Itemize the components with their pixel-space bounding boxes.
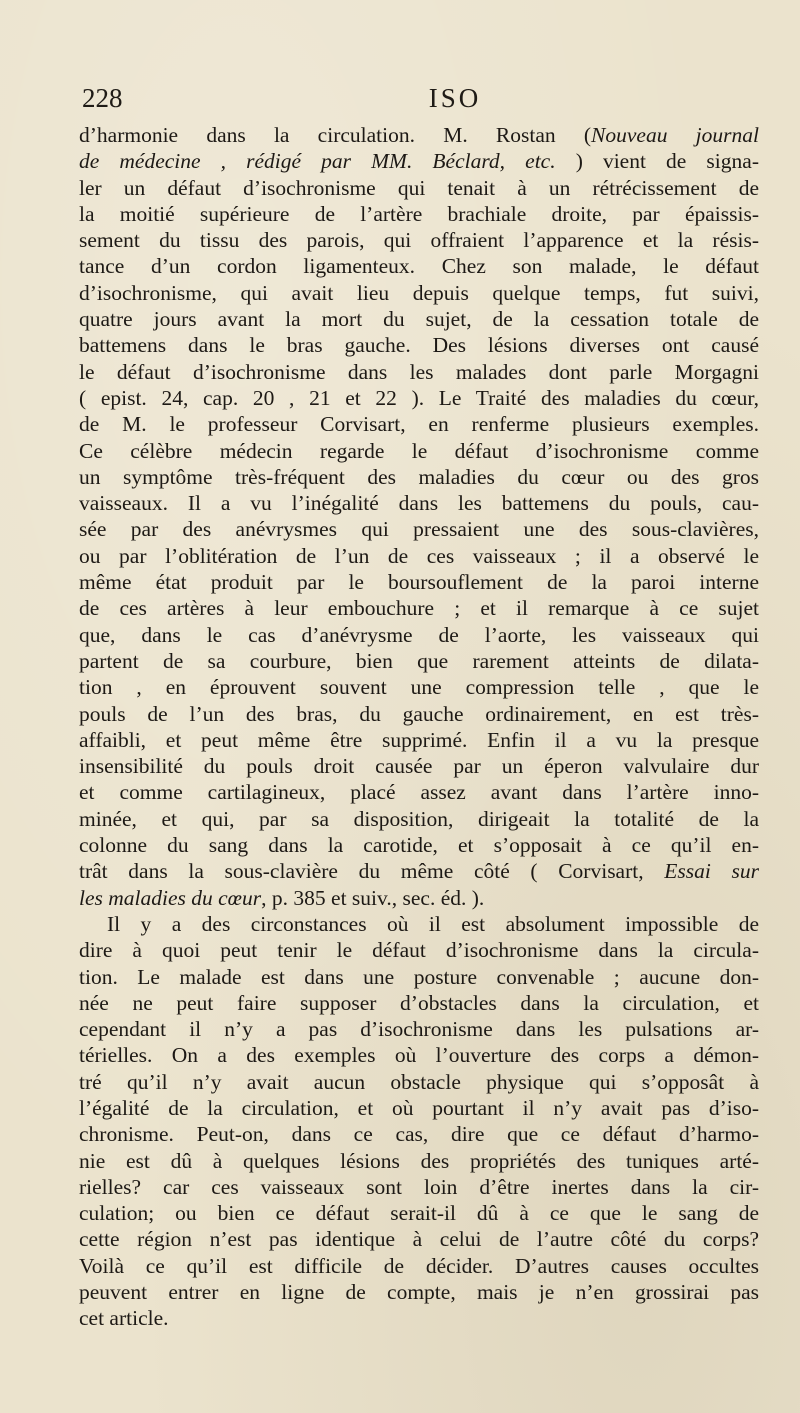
text-line <box>79 885 759 911</box>
text-line <box>79 543 759 569</box>
text-line <box>79 937 759 963</box>
text-run: nie est dû à quelques lésions des propriétés des tuniques arté- <box>79 1148 759 1173</box>
text-run: sement du tissu des parois, qui offraient l’apparence et la résis- <box>79 228 759 253</box>
text-line <box>79 464 759 490</box>
text-line <box>79 306 759 332</box>
text-run: la moitié supérieure de l’artère brachiale droite, par épaissis- <box>79 201 759 226</box>
text-run: même état produit par le boursouflement de la paroi interne <box>79 570 759 595</box>
text-line <box>79 832 759 858</box>
text-run: Ce célèbre médecin regarde le défaut d’isochronisme comme <box>79 438 759 463</box>
text-run: un symptôme très-fréquent des maladies du cœur ou des gros <box>79 464 759 489</box>
text-line <box>79 858 759 884</box>
text-line <box>79 701 759 727</box>
running-head <box>82 82 758 118</box>
text-run: que, dans le cas d’anévrysme de l’aorte, les vaisseaux qui <box>79 622 759 647</box>
text-run: ou par l’oblitération de l’un de ces vaisseaux ; il a observé le <box>79 543 759 568</box>
text-line <box>79 674 759 700</box>
text-run: née ne peut faire supposer d’obstacles dans la circulation, et <box>79 990 759 1015</box>
text-line <box>79 806 759 832</box>
paragraph <box>79 911 759 1332</box>
page-number: 228 <box>82 83 123 113</box>
text-line <box>79 1121 759 1147</box>
text-run: ) vient de signa- <box>555 149 759 174</box>
text-line <box>79 1279 759 1305</box>
text-line <box>79 175 759 201</box>
text-run: , p. 385 et suiv., sec. éd. ). <box>261 885 485 910</box>
italic-text: Nouveau journal <box>591 123 759 147</box>
text-line <box>79 964 759 990</box>
text-line <box>79 227 759 253</box>
text-line <box>79 1305 759 1331</box>
paragraph <box>79 122 759 911</box>
text-line <box>79 1148 759 1174</box>
text-line <box>79 1042 759 1068</box>
text-run: partent de sa courbure, bien que rarement atteints de dilata- <box>79 648 759 673</box>
text-line <box>79 1174 759 1200</box>
text-line <box>79 727 759 753</box>
text-run: Voilà ce qu’il est difficile de décider. D’autres causes occultes <box>79 1253 759 1278</box>
text-run: peuvent entrer en ligne de compte, mais je n’en grossirai pas <box>79 1280 759 1305</box>
running-title: ISO <box>428 83 482 113</box>
text-line <box>79 438 759 464</box>
text-line <box>79 569 759 595</box>
text-line <box>79 490 759 516</box>
text-line <box>79 622 759 648</box>
text-run: dire à quoi peut tenir le défaut d’isochronisme dans la circula- <box>79 938 759 963</box>
text-line <box>79 201 759 227</box>
text-run: battemens dans le bras gauche. Des lésions diverses ont causé <box>79 333 759 358</box>
text-run: sée par des anévrysmes qui pressaient une des sous-clavières, <box>79 517 759 542</box>
text-line <box>79 1095 759 1121</box>
italic-text: les maladies du cœur <box>79 885 262 910</box>
text-run: vaisseaux. Il a vu l’inégalité dans les battemens du pouls, cau- <box>79 491 759 516</box>
text-run: le défaut d’isochronisme dans les malades dont parle Morgagni <box>79 359 759 384</box>
text-run: quatre jours avant la mort du sujet, de la cessation totale de <box>79 307 759 332</box>
text-line <box>79 385 759 411</box>
text-run: colonne du sang dans la carotide, et s’opposait à ce qu’il en- <box>79 833 759 858</box>
text-run: tion. Le malade est dans une posture convenable ; aucune don- <box>79 964 759 989</box>
text-line <box>79 1253 759 1279</box>
text-run: chronisme. Peut-on, dans ce cas, dire que ce défaut d’harmo- <box>79 1122 759 1147</box>
text-run: affaibli, et peut même être supprimé. Enfin il a vu la presque <box>79 727 759 752</box>
text-run: de ces artères à leur embouchure ; et il remarque à ce sujet <box>79 596 759 621</box>
text-line <box>79 359 759 385</box>
text-run: ( epist. 24, cap. 20 , 21 et 22 ). Le Traité des maladies du cœur, <box>79 385 759 410</box>
text-line <box>79 122 759 148</box>
body-text <box>79 122 759 1332</box>
text-line <box>79 516 759 542</box>
text-run: culation; ou bien ce défaut serait-il dû à ce que le sang de <box>79 1201 759 1226</box>
text-run: insensibilité du pouls droit causée par un éperon valvulaire dur <box>79 754 759 779</box>
text-run: rielles? car ces vaisseaux sont loin d’être inertes dans la cir- <box>79 1174 759 1199</box>
text-run: cet article. <box>79 1306 169 1331</box>
text-run: Il y a des circonstances où il est absolument impossible de <box>107 911 759 936</box>
text-line <box>79 148 759 174</box>
text-run: pouls de l’un des bras, du gauche ordinairement, en est très- <box>79 701 759 726</box>
text-line <box>79 1200 759 1226</box>
text-run: tré qu’il n’y avait aucun obstacle physique qui s’opposât à <box>79 1069 759 1094</box>
text-line <box>79 280 759 306</box>
text-line <box>79 595 759 621</box>
text-run: d’isochronisme, qui avait lieu depuis quelque temps, fut suivi, <box>79 280 759 305</box>
text-line <box>79 1016 759 1042</box>
text-run: minée, et qui, par sa disposition, dirigeait la totalité de la <box>79 806 759 831</box>
text-line <box>79 911 759 937</box>
text-run: tion , en éprouvent souvent une compression telle , que le <box>79 675 759 700</box>
text-run: tance d’un cordon ligamenteux. Chez son malade, le défaut <box>79 254 759 279</box>
text-run: térielles. On a des exemples où l’ouverture des corps a démon- <box>79 1043 759 1068</box>
text-line <box>79 990 759 1016</box>
italic-text: Essai sur <box>664 859 760 884</box>
text-line <box>79 648 759 674</box>
text-run: cette région n’est pas identique à celui de l’autre côté du corps? <box>79 1227 759 1252</box>
text-line <box>79 779 759 805</box>
text-line <box>79 753 759 779</box>
text-run: ler un défaut d’isochronisme qui tenait à un rétrécissement de <box>79 175 759 200</box>
text-run: cependant il n’y a pas d’isochronisme dans les pulsations ar- <box>79 1017 759 1042</box>
text-run: de M. le professeur Corvisart, en renferme plusieurs exemples. <box>79 412 759 437</box>
text-line <box>79 411 759 437</box>
text-run: trât dans la sous-clavière du même côté ( Corvisart, <box>79 859 665 884</box>
italic-text: de médecine , rédigé par MM. Béclard, etc. <box>79 149 556 174</box>
text-line <box>79 1069 759 1095</box>
text-run: d’harmonie dans la circulation. M. Rostan ( <box>79 123 592 147</box>
text-run: l’égalité de la circulation, et où pourtant il n’y avait pas d’iso- <box>79 1095 759 1120</box>
text-line <box>79 332 759 358</box>
text-line <box>79 1226 759 1252</box>
text-line <box>79 253 759 279</box>
text-run: et comme cartilagineux, placé assez avant dans l’artère inno- <box>79 780 759 805</box>
